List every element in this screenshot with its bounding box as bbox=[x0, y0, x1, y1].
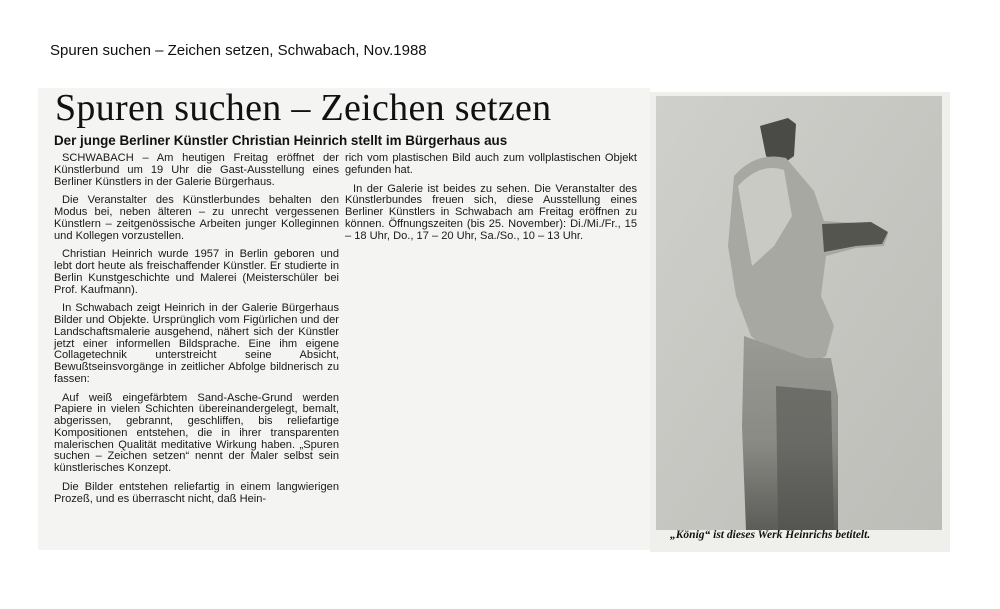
article-column-left bbox=[54, 153, 339, 512]
sculpture-photo bbox=[656, 96, 942, 530]
article-column-right bbox=[345, 153, 637, 249]
article-subheadline: Der junge Berliner Künstler Christian Heinrich stellt im Bürgerhaus aus bbox=[54, 133, 508, 148]
paragraph: In Schwabach zeigt Heinrich in der Galerie Bürgerhaus Bilder und Objekte. Ursprünglich vom Figürlichen und der Landschaftsmalerie ausgehend, nähert sich der Künstler jetzt einer informellen Bildsprache. Eine ihm eigene Collagetechnik unterstreicht seine Absicht, Bewußtseinsvorgänge in zeitlicher Abfolge bildnerisch zu fassen: bbox=[54, 302, 339, 385]
paragraph: Die Bilder entstehen reliefartig in einem langwierigen Prozeß, und es überrascht nicht, daß Hein- bbox=[54, 480, 339, 505]
paragraph: In der Galerie ist beides zu sehen. Die Veranstalter des Künstlerbundes freuen sich, diese Ausstellung eines Berliner Künstlers in Schwabach am Freitag eröffnen zu können. Öffnungszeiten (bis 25. November): Di./Mi./Fr., 15 – 18 Uhr, Do., 17 – 20 Uhr, Sa./So., 10 – 13 Uhr. bbox=[345, 182, 637, 242]
paragraph: Auf weiß eingefärbtem Sand-Asche-Grund werden Papiere in vielen Schichten übereinandergelegt, bemalt, abgerissen, gebrannt, geschliffen, bis reliefartige Kompositionen entstehen, die in ihrer transparenten malerischen Qualität meditative Wirkung haben. „Spuren suchen – Zeichen setzen“ nennt der Maler selbst sein künstlerisches Konzept. bbox=[54, 391, 339, 474]
paragraph: Christian Heinrich wurde 1957 in Berlin geboren und lebt dort heute als freischaffender Künstler. Er studierte in Berlin Kunstgeschichte und Malerei (Meisterschüler bei Prof. Kaufmann). bbox=[54, 248, 339, 296]
document-caption: Spuren suchen – Zeichen setzen, Schwabach, Nov.1988 bbox=[50, 42, 427, 59]
paragraph: SCHWABACH – Am heutigen Freitag eröffnet der Künstlerbund um 19 Uhr die Gast-Ausstellung eines Berliner Künstlers in der Galerie Bürgerhaus. bbox=[54, 152, 339, 188]
article-headline: Spuren suchen – Zeichen setzen bbox=[55, 87, 552, 129]
photo-caption: „König“ ist dieses Werk Heinrichs betitelt. bbox=[670, 529, 871, 541]
sculpture-image bbox=[656, 96, 942, 530]
paragraph: Die Veranstalter des Künstlerbundes behalten den Modus bei, neben älteren – zu unrecht vergessenen Künstlern – zeitgenössische Arbeiten junger Kolleginnen und Kollegen vorzustellen. bbox=[54, 194, 339, 242]
paragraph: rich vom plastischen Bild auch zum vollplastischen Objekt gefunden hat. bbox=[345, 152, 637, 176]
photo-frame bbox=[650, 92, 950, 552]
